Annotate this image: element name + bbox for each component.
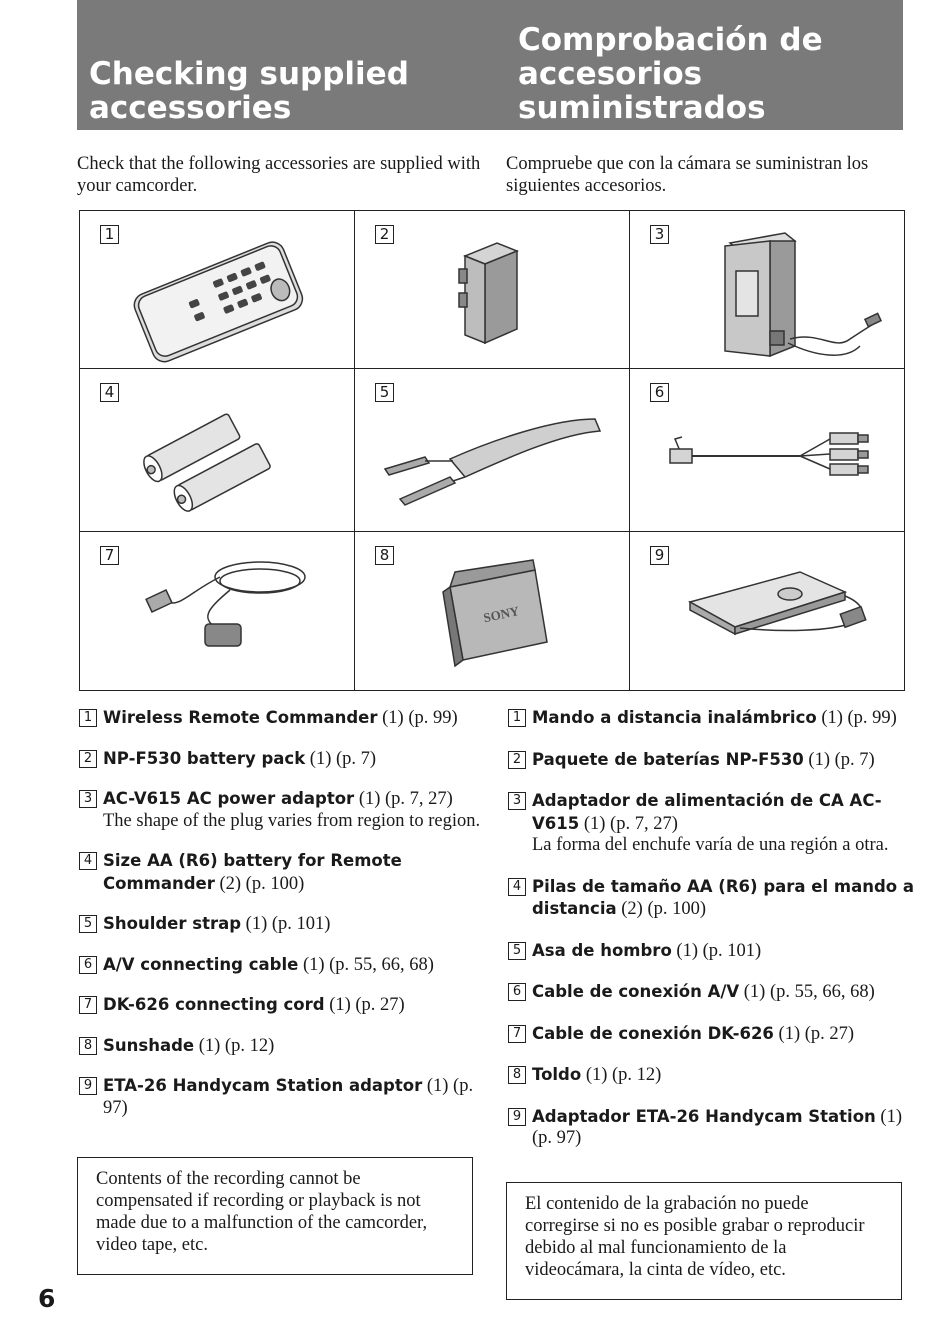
connecting-cord-icon — [80, 532, 355, 690]
grid-cell — [630, 211, 904, 369]
list-item: 5 Asa de hombro (1) (p. 101) — [508, 940, 918, 963]
list-item: 9 Adaptador ETA-26 Handycam Station (1) (p. 97) — [508, 1106, 918, 1150]
item-number: 5 — [375, 383, 394, 402]
grid-cell — [630, 532, 904, 690]
item-number: 9 — [650, 546, 669, 565]
shoulder-strap-icon — [355, 369, 630, 532]
ac-power-adaptor-icon — [630, 211, 905, 369]
intro-english: Check that the following accessories are supplied with your camcorder. — [77, 154, 481, 196]
sunshade-logo: SONY — [482, 603, 521, 626]
list-item: 6 A/V connecting cable (1) (p. 55, 66, 68) — [79, 954, 494, 977]
accessory-list-english — [79, 707, 494, 1119]
list-item: 8 Toldo (1) (p. 12) — [508, 1064, 918, 1087]
list-item: 7 Cable de conexión DK-626 (1) (p. 27) — [508, 1023, 918, 1046]
notice-box-english: Contents of the recording cannot be compensated if recording or playback is not made due to a malfunction of the camcorder, video tape, etc. — [77, 1157, 473, 1275]
item-number: 2 — [375, 225, 394, 244]
item-number: 7 — [100, 546, 119, 565]
accessories-grid — [79, 210, 905, 691]
accessory-list-spanish — [508, 707, 918, 1150]
grid-cell — [630, 369, 904, 532]
av-cable-icon — [630, 369, 906, 532]
item-note: The shape of the plug varies from region to region. — [103, 810, 481, 831]
page-number: 6 — [38, 1284, 56, 1313]
battery-pack-icon — [355, 211, 630, 369]
list-item: 4 Size AA (R6) battery for Remote Commander (2) (p. 100) — [79, 850, 494, 895]
item-number: 1 — [100, 225, 119, 244]
list-item: 3 AC-V615 AC power adaptor (1) (p. 7, 27) The shape of the plug varies from region to region. — [79, 788, 494, 832]
list-item: 1 Wireless Remote Commander (1) (p. 99) — [79, 707, 494, 730]
remote-commander-icon — [80, 211, 355, 369]
grid-cell — [80, 369, 355, 532]
section-header — [77, 0, 903, 130]
intro-spanish: Compruebe que con la cámara se suministran los siguientes accesorios. — [506, 154, 869, 196]
item-note: La forma del enchufe varía de una región a otra. — [532, 835, 889, 855]
list-item: 1 Mando a distancia inalámbrico (1) (p. 99) — [508, 707, 918, 730]
grid-cell — [80, 211, 355, 369]
grid-cell — [355, 369, 630, 532]
list-item: 7 DK-626 connecting cord (1) (p. 27) — [79, 994, 494, 1017]
title-english: Checking supplied accessories — [89, 56, 409, 126]
title-spanish: Comprobación de accesorios suministrados — [518, 22, 823, 126]
list-item: 2 Paquete de baterías NP-F530 (1) (p. 7) — [508, 749, 918, 772]
item-number: 6 — [650, 383, 669, 402]
item-number: 4 — [100, 383, 119, 402]
grid-cell — [355, 532, 630, 690]
item-number: 8 — [375, 546, 394, 565]
handycam-station-icon — [630, 532, 906, 690]
grid-cell — [80, 532, 355, 690]
list-item: 4 Pilas de tamaño AA (R6) para el mando a distancia (2) (p. 100) — [508, 876, 918, 921]
list-item: 8 Sunshade (1) (p. 12) — [79, 1035, 494, 1058]
item-number: 3 — [650, 225, 669, 244]
aa-batteries-icon — [80, 369, 355, 532]
list-item: 9 ETA-26 Handycam Station adaptor (1) (p. 97) — [79, 1075, 494, 1119]
notice-box-spanish: El contenido de la grabación no puede corregirse si no es posible grabar o reproducir debido al mal funcionamiento de la videocámara, la cinta de vídeo, etc. — [506, 1182, 902, 1300]
sunshade-icon — [355, 532, 630, 690]
list-item: 5 Shoulder strap (1) (p. 101) — [79, 913, 494, 936]
list-item: 3 Adaptador de alimentación de CA AC-V615 (1) (p. 7, 27) La forma del enchufe varía de una región a otra. — [508, 790, 918, 857]
list-item: 2 NP-F530 battery pack (1) (p. 7) — [79, 748, 494, 771]
list-item: 6 Cable de conexión A/V (1) (p. 55, 66, 68) — [508, 981, 918, 1004]
grid-cell — [355, 211, 630, 369]
